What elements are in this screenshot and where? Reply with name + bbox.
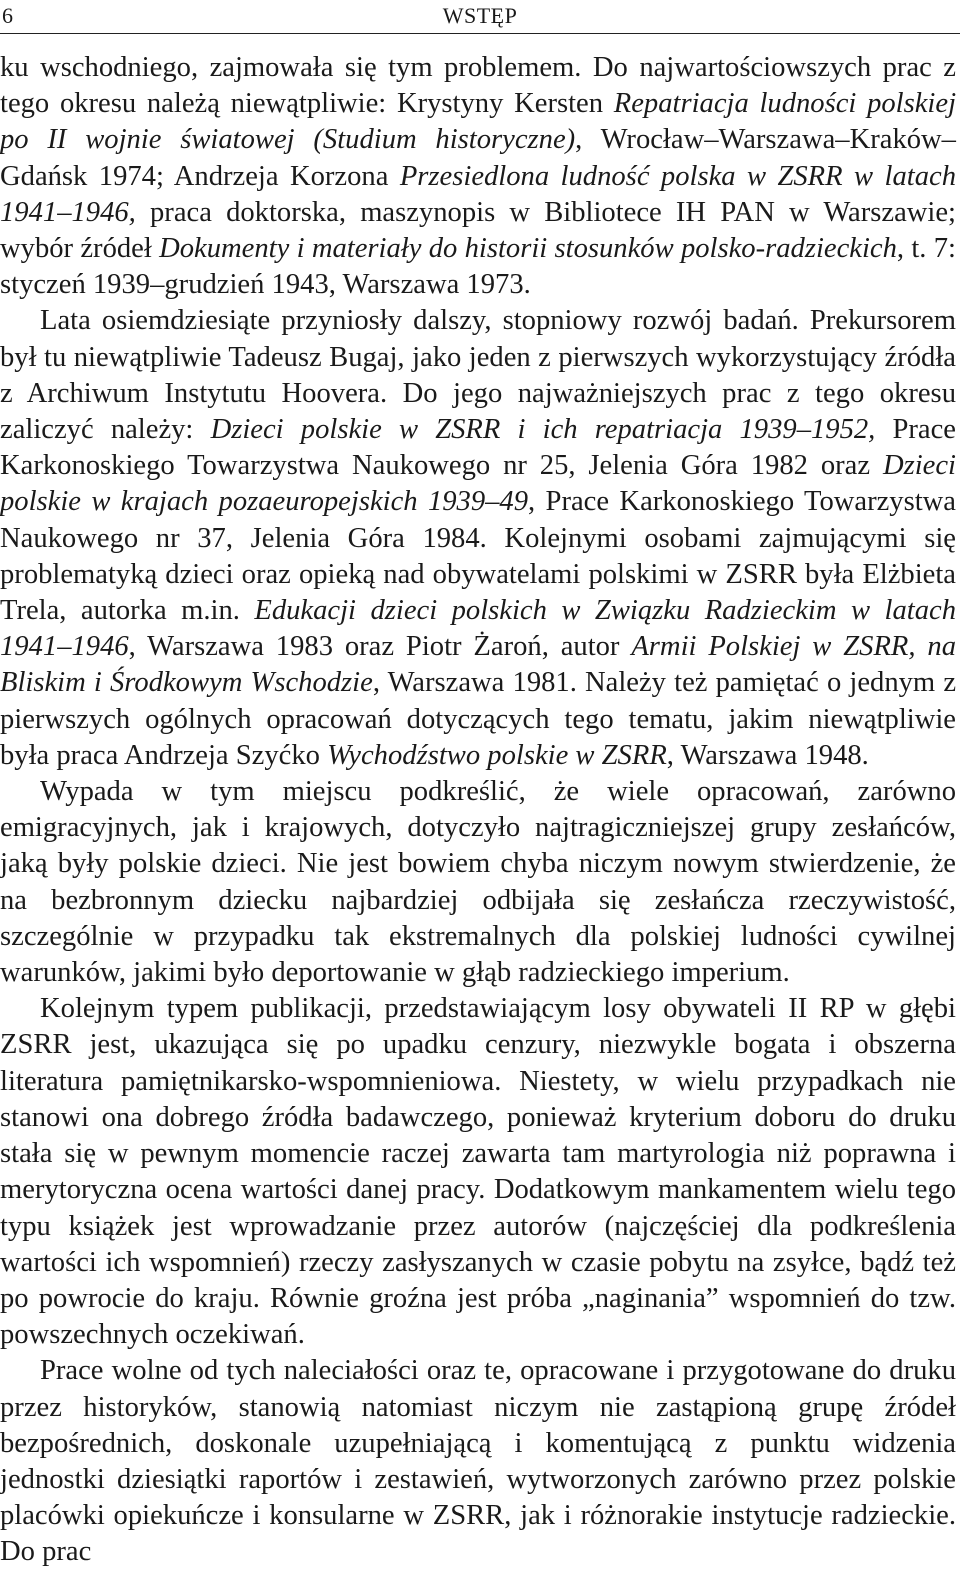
text-run: praca doktorska, maszynopis w Bibliotece IH PAN w Warszawie; wybór źródeł (0, 196, 956, 265)
text-run: Prace Karkonoskiego Towarzystwa Naukowego nr 25, Jelenia Góra 1982 oraz (0, 414, 957, 482)
italic-title-text: Dzieci polskie w ZSRR i ich repatriacja 1939–1952, (210, 414, 876, 446)
paragraph (0, 1353, 956, 1570)
italic-title-text: Dokumenty i materiały do historii stosunków polsko-radzieckich (159, 233, 897, 265)
text-run: , Warszawa 1948. (666, 739, 869, 771)
text-run: , t. 7: styczeń 1939–grudzień 1943, Warszawa 1973. (0, 233, 956, 301)
italic-title-text: Armii Polskiej w ZSRR, na Bliskim i Środkowym Wschodzie (0, 631, 956, 699)
paragraph (0, 774, 956, 991)
text-run: Prace wolne od tych naleciałości oraz te, opracowane i przygotowane do druku przez historyków, stanowią natomiast niczym nie zastąpioną grupę źródeł bezpośrednich, doskonale uzupełniającą i komentującą z punktu widzenia jednostki dziesiątki raportów i zestawień, wytworzonych zarówno przez polskie placówki opiekuńcze i konsularne w ZSRR, jak i różnorakie instytucje radzieckie. Do prac (0, 1355, 956, 1568)
paragraph (0, 50, 956, 303)
text-run: Lata osiemdziesiąte przyniosły dalszy, stopniowy rozwój badań. Prekursorem był tu niewątpliwie Tadeusz Bugaj, jako jeden z pierwszych wykorzystujący źródła z Archiwum Instytutu Hoovera. Do jego najważniejszych prac z tego okresu zaliczyć należy: (0, 305, 956, 446)
italic-title-text: Wychodźstwo polskie w ZSRR (327, 739, 667, 771)
page-header (0, 0, 960, 34)
italic-title-text: Dzieci polskie w krajach pozaeuropejskich 1939–49 (0, 450, 956, 518)
text-run: Wypada w tym miejscu podkreślić, że wiele opracowań, zarówno emigracyjnych, jak i krajowych, dotyczyło najtragiczniejszej grupy zesłańców, jaką były polskie dzieci. Nie jest bowiem chyba niczym nowym stwierdzenie, że na bezbronnym dziecku najbardziej odbijała się zesłańcza rzeczywistość, szczególnie w przypadku tak ekstremalnych dla polskiej ludności cywilnej warunków, jakimi było deportowanie w głąb radzieckiego imperium. (0, 776, 956, 989)
text-run: , Wrocław–Warszawa–Kraków–Gdańsk 1974; Andrzeja Korzona (0, 124, 956, 192)
italic-title-text: Przesiedlona ludność polska w ZSRR w latach 1941–1946, (0, 160, 956, 228)
italic-title-text: Repatriacja ludności polskiej po II wojnie światowej (Studium historyczne) (0, 88, 957, 156)
text-run: Kolejnym typem publikacji, przedstawiającym losy obywateli II RP w głębi ZSRR jest, ukazująca się po upadku cenzury, niezwykle bogata i obszerna literatura pamiętnikarsko-wspomnieniowa. Niestety, w wielu przypadkach nie stanowi ona dobrego źródła badawczego, ponieważ kryterium doboru do druku stała się w pewnym momencie raczej zawarta tam martyrologia niż poprawna i merytoryczna ocena wartości danej pracy. Dodatkowym mankamentem wielu tego typu książek jest wprowadzanie przez autorów (najczęściej dla podkreślenia wartości ich wspomnień) rzeczy zasłyszanych w czasie pobytu na zsyłce, bądź też po powrocie do kraju. Równie groźna jest próba „naginania” wspomnień do tzw. powszechnych oczekiwań. (0, 993, 956, 1351)
text-run: ku wschodniego, zajmowała się tym problemem. Do najwartościowszych prac z tego okresu należą niewątpliwie: Krystyny Kersten (0, 52, 956, 120)
text-run: , Warszawa 1983 oraz Piotr Żaroń, autor (128, 631, 632, 663)
italic-title-text: Edukacji dzieci polskich w Związku Radzieckim w latach 1941–1946 (0, 595, 956, 663)
text-run: , Warszawa 1981. Należy też pamiętać o jednym z pierwszych ogólnych opracowań dotyczących tego tematu, jakim niewątpliwie była praca Andrzeja Szyćko (0, 667, 957, 771)
text-run: , Prace Karkonoskiego Towarzystwa Naukowego nr 37, Jelenia Góra 1984. Kolejnymi osobami zajmującymi się problematyką dzieci oraz opieką nad obywatelami polskimi w ZSRR była Elżbieta Trela, autorka m.in. (0, 486, 957, 627)
paragraph (0, 303, 956, 774)
page-number: 6 (2, 3, 13, 28)
running-head: WSTĘP (442, 3, 518, 28)
paragraph (0, 991, 956, 1353)
body-text (0, 50, 956, 1571)
